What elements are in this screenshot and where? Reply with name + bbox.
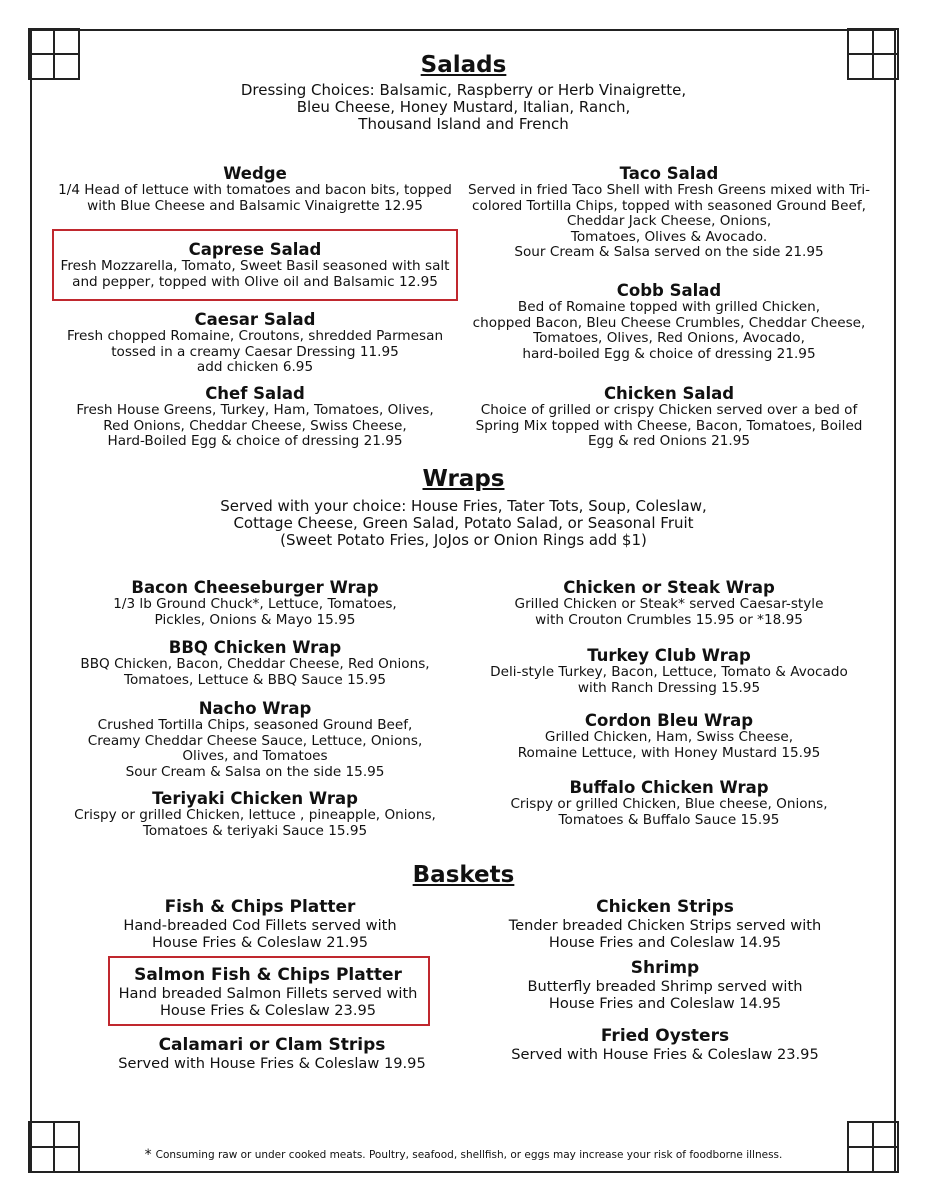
salads-heading: Salads	[420, 52, 507, 78]
menu-item-bbq-chicken-wrap: BBQ Chicken Wrap BBQ Chicken, Bacon, Cheddar Cheese, Red Onions, Tomatoes, Lettuce & BBQ Sauce 15.95	[80, 638, 430, 688]
menu-item-chicken-or-steak-wrap: Chicken or Steak Wrap Grilled Chicken or Steak* served Caesar-style with Crouton Crumbles 15.95 or *18.95	[514, 578, 824, 628]
menu-item-shrimp: Shrimp Butterfly breaded Shrimp served with House Fries and Coleslaw 14.95	[527, 958, 803, 1012]
menu-item-cordon-bleu-wrap: Cordon Bleu Wrap Grilled Chicken, Ham, Swiss Cheese, Romaine Lettuce, with Honey Mustard 15.95	[517, 711, 821, 761]
menu-item-teriyaki-chicken-wrap: Teriyaki Chicken Wrap Crispy or grilled Chicken, lettuce , pineapple, Onions, Tomatoes & teriyaki Sauce 15.95	[74, 789, 436, 839]
menu-item-chicken-salad: Chicken Salad Choice of grilled or crispy Chicken served over a bed of Spring Mix topped with Cheese, Bacon, Tomatoes, Boiled Egg & red Onions 21.95	[475, 384, 863, 449]
salads-dressing-note: Dressing Choices: Balsamic, Raspberry or Herb Vinaigrette, Bleu Cheese, Honey Mustard, Italian, Ranch, Thousand Island and French	[240, 81, 687, 133]
menu-item-caprese-salad: Caprese Salad Fresh Mozzarella, Tomato, Sweet Basil seasoned with salt and pepper, topped with Olive oil and Balsamic 12.95	[60, 240, 450, 290]
menu-item-chicken-strips: Chicken Strips Tender breaded Chicken Strips served with House Fries and Coleslaw 14.95	[508, 897, 822, 951]
menu-item-caesar-salad: Caesar Salad Fresh chopped Romaine, Croutons, shredded Parmesan tossed in a creamy Caesar Dressing 11.95 add chicken 6.95	[66, 310, 444, 375]
menu-item-fried-oysters: Fried Oysters Served with House Fries & Coleslaw 23.95	[511, 1026, 819, 1063]
menu-item-fish-and-chips-platter: Fish & Chips Platter Hand-breaded Cod Fillets served with House Fries & Coleslaw 21.95	[123, 897, 397, 951]
menu-item-bacon-cheeseburger-wrap: Bacon Cheeseburger Wrap 1/3 lb Ground Chuck*, Lettuce, Tomatoes, Pickles, Onions & Mayo 15.95	[113, 578, 397, 628]
wraps-heading: Wraps	[422, 466, 505, 492]
menu-item-taco-salad: Taco Salad Served in fried Taco Shell with Fresh Greens mixed with Tri- colored Tortilla Chips, topped with seasoned Ground Beef, Cheddar Jack Cheese, Onions, Tomatoes, Olives & Avocado. Sour Cream & Salsa served on the side 21.95	[467, 164, 871, 260]
menu-item-calamari-or-clam-strips: Calamari or Clam Strips Served with House Fries & Coleslaw 19.95	[118, 1035, 426, 1072]
menu-item-salmon-fish-and-chips-platter: Salmon Fish & Chips Platter Hand breaded Salmon Fillets served with House Fries & Coleslaw 23.95	[118, 965, 418, 1019]
menu-item-turkey-club-wrap: Turkey Club Wrap Deli-style Turkey, Bacon, Lettuce, Tomato & Avocado with Ranch Dressing 15.95	[490, 646, 848, 696]
baskets-heading: Baskets	[412, 862, 515, 888]
food-safety-footnote	[0, 1147, 927, 1163]
menu-item-cobb-salad: Cobb Salad Bed of Romaine topped with grilled Chicken, chopped Bacon, Bleu Cheese Crumbles, Cheddar Cheese, Tomatoes, Olives, Red Onions, Avocado, hard-boiled Egg & choice of dressing 21.95	[472, 281, 866, 362]
footnote-asterisk: *	[144, 1147, 152, 1163]
menu-item-buffalo-chicken-wrap: Buffalo Chicken Wrap Crispy or grilled Chicken, Blue cheese, Onions, Tomatoes & Buffalo Sauce 15.95	[510, 778, 828, 828]
menu-item-wedge: Wedge 1/4 Head of lettuce with tomatoes and bacon bits, topped with Blue Cheese and Balsamic Vinaigrette 12.95	[58, 164, 452, 214]
menu-item-nacho-wrap: Nacho Wrap Crushed Tortilla Chips, seasoned Ground Beef, Creamy Cheddar Cheese Sauce, Lettuce, Onions, Olives, and Tomatoes Sour Cream & Salsa on the side 15.95	[87, 699, 423, 780]
footnote-text: Consuming raw or under cooked meats. Poultry, seafood, shellfish, or eggs may increase your risk of foodborne illness.	[155, 1149, 783, 1161]
menu-item-chef-salad: Chef Salad Fresh House Greens, Turkey, Ham, Tomatoes, Olives, Red Onions, Cheddar Cheese, Swiss Cheese, Hard-Boiled Egg & choice of dressing 21.95	[76, 384, 434, 449]
wraps-sides-note: Served with your choice: House Fries, Tater Tots, Soup, Coleslaw, Cottage Cheese, Green Salad, Potato Salad, or Seasonal Fruit (Sweet Potato Fries, JoJos or Onion Rings add $1)	[220, 497, 707, 549]
